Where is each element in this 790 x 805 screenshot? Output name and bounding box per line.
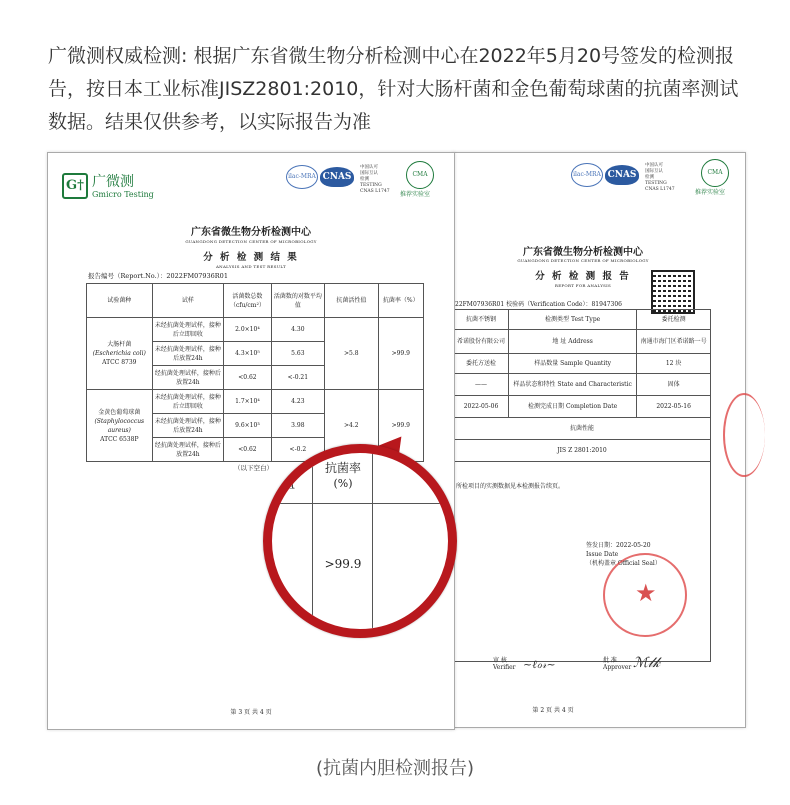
- gt-brand-name: 广微测: [92, 174, 134, 190]
- cert-text: 中国认可 国际互认 检测 TESTING CNAS L1747: [360, 165, 390, 194]
- verifier-label: 审 核 Verifier: [493, 657, 516, 671]
- approver-signature: ℳ𝓁𝓀: [633, 655, 661, 671]
- magnifier-partial-header: 值: [282, 477, 296, 492]
- cert-text: 中国认可 国际互认 检测 TESTING CNAS L1747: [645, 163, 675, 192]
- report-number: 22FM07936R01 校验码（Verification Code）：81947306: [455, 301, 622, 308]
- bacteria-ecoli: 大肠杆菌 (Escherichia coli) ATCC 8739: [87, 318, 153, 390]
- side-seal-fragment: [723, 393, 765, 477]
- cma-seal-icon: CMA: [406, 161, 434, 189]
- bacteria-staph: 金黄色葡萄球菌 (Staphylococcus aureus) ATCC 6538P: [87, 390, 153, 462]
- magnifier-value: >99.9: [324, 557, 362, 571]
- conclusion-text: 所检项目的实测数据见本检测报告续页。: [456, 483, 565, 490]
- center-title: 广东省微生物分析检测中心: [191, 227, 311, 238]
- cnas-logo: CNAS: [605, 165, 639, 185]
- gt-brand-sub: Gmicro Testing: [92, 190, 154, 199]
- verifier-signature: ~ℓℴ𝓇~: [523, 658, 556, 671]
- report-title: 分 析 检 测 结 果: [203, 252, 299, 263]
- issue-date-label: Issue Date: [586, 551, 619, 558]
- qr-code: [651, 270, 695, 314]
- center-subtitle: GUANGDONG DETECTION CENTER OF MICROBIOLOGY: [185, 239, 317, 244]
- page-number: 第 3 页 共 4 页: [230, 709, 272, 716]
- magnifier-unit: (%): [333, 477, 353, 490]
- sign-date: 签发日期：2022-05-20: [586, 542, 651, 549]
- cma-label: 推荐实验室: [400, 191, 431, 198]
- official-seal-label: （机构盖章 Official Seal）: [586, 560, 661, 567]
- report-subtitle: REPORT FOR ANALYSIS: [554, 283, 612, 288]
- cnas-logo: CNAS: [320, 167, 354, 187]
- report-page-2: [452, 152, 746, 728]
- results-table: 试验菌种 试样 活菌数总数（cfu/cm²） 活菌数的对数平均值 抗菌活性值 抗菌率（%） 大肠杆菌 (Escherichia coli) ATCC 8739 未经抗菌处理试样，接种后立即回收 2.0×10⁴ 4.30 >5.8 >99.9 未经抗菌处理试样，接种后放置24h 4.3×10⁵ 5.63 经抗菌处理试样，接种后放置24h <0.62 <-0.21 金黄色葡萄球菌 (Staphylococcus aureus) ATCC 6538P 未经抗菌处理试样，接种后立即回收 1.7×10⁴ 4.23 >4.2 >99.9 未经抗菌处理试样，接种后放置24h 9.6×10³ 3.98 经抗菌处理试样，接种后放置24h <0.62 <-0.2: [86, 283, 424, 462]
- magnifier-header: 抗菌率: [324, 461, 361, 475]
- cma-label: 推荐实验室: [695, 189, 726, 196]
- report-number: 报告编号（Report.No.）：2022FM07936R01: [88, 272, 228, 280]
- official-red-seal: ★: [603, 553, 687, 637]
- report-title: 分 析 检 测 报 告: [535, 271, 631, 282]
- page-number: 第 2 页 共 4 页: [532, 707, 574, 714]
- blank-note: （以下空白）: [234, 464, 273, 472]
- magnifier-callout: [263, 444, 457, 638]
- caption: (抗菌内胆检测报告): [315, 758, 475, 779]
- ilac-mra-logo: ilac-MRA: [286, 165, 318, 189]
- ilac-mra-logo: ilac-MRA: [571, 163, 603, 187]
- gt-logo-icon: G†: [62, 173, 88, 199]
- report-subtitle: ANALYSIS AND TEST RESULT: [215, 264, 287, 269]
- center-title: 广东省微生物分析检测中心: [523, 247, 643, 258]
- report-info-table: 抗菌不锈钢 检测类型 Test Type 委托检测 希诺股份有限公司 地 址 Address 南通市海门区希诺路一号 委托方送检 样品数量 Sample Quantity 12 块 —— 样品状态和特性 State and Characteristic 固体 2022-05-06 检测完成日期 Completion Date 2022-05-16 抗菌性能 JIS Z 2801:2010 所检项目的实测数据见本检测报告续页。 签发日期：2022-05-20 Issue Date （机构盖章 Official Seal）: [453, 309, 711, 662]
- approver-label: 批 准 Approver: [603, 657, 632, 671]
- center-subtitle: GUANGDONG DETECTION CENTER OF MICROBIOLOGY: [517, 258, 649, 263]
- intro-text: 广微测权威检测: 根据广东省微生物分析检测中心在2022年5月20号签发的检测报告，按日本工业标准JISZ2801:2010，针对大肠杆菌和金色葡萄球菌的抗菌率测试数据。结果仅供参考，以实际报告为准: [48, 45, 739, 133]
- cma-seal-icon: CMA: [701, 159, 729, 187]
